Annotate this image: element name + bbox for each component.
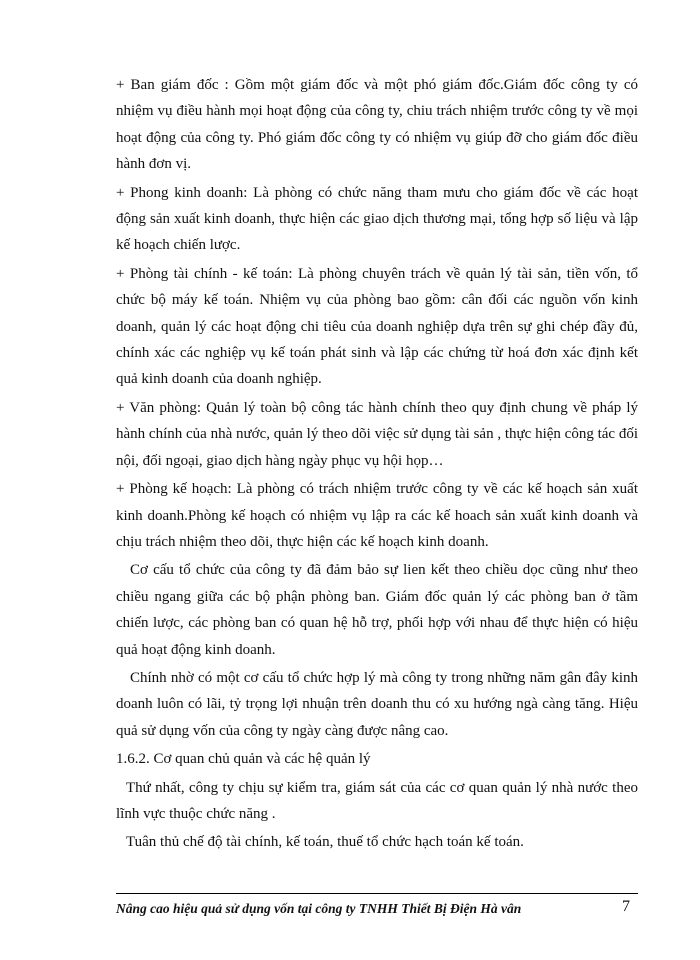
footer-title: Nâng cao hiệu quả sử dụng vốn tại công ty TNHH Thiết Bị Điện Hà vân [116,901,522,916]
paragraph-finance-accounting: + Phòng tài chính - kế toán: Là phòng chuyên trách về quản lý tài sản, tiền vốn, tổ chức bộ máy kế toán. Nhiệm vụ của phòng bao gồm: cân đối các nguồn vốn kinh doanh, quản lý các hoạt động chi tiêu của doanh nghiệp dựa trên sự ghi chép đầy đủ, chính xác các nghiệp vụ kế toán phát sinh và lập các chứng từ hoá đơn xác định kết quả kinh doanh của doanh nghiệp. [116,265,638,388]
page-footer [116,893,638,928]
document-body [116,72,638,858]
paragraph-planning-department: + Phòng kế hoạch: Là phòng có trách nhiệm trước công ty về các kế hoạch sản xuất kinh doanh.Phòng kế hoạch có nhiệm vụ lập ra các kế hoach sản xuất kinh doanh và chịu trách nhiệm theo dõi, thực hiện các kế hoạch kinh doanh. [116,481,638,550]
paragraph-org-structure: Cơ cấu tổ chức của công ty đã đảm bảo sự lien kết theo chiều dọc cũng như theo chiều ngang giữa các bộ phận phòng ban. Giám đốc quản lý các phòng ban ở tầm chiến lược, các phòng ban có quan hệ hỗ trợ, phối hợp với nhau để thực hiện có hiệu quả hoạt động kinh doanh. [116,562,638,658]
paragraph-business-department: + Phong kinh doanh: Là phòng có chức năng tham mưu cho giám đốc về các hoạt động sản xuất kinh doanh, thực hiện các giao dịch thương mại, tổng hợp số liệu và lập kế hoạch chiến lược. [116,184,638,254]
paragraph-board-of-directors: + Ban giám đốc : Gồm một giám đốc và một phó giám đốc.Giám đốc công ty có nhiệm vụ điều hành mọi hoạt động của công ty, chiu trách nhiệm trước công ty về mọi hoạt động của công ty. Phó giám đốc công ty có nhiệm vụ giúp đỡ cho giám đốc điều hành đơn vị. [116,77,638,173]
paragraph-supervision: Thứ nhất, công ty chịu sự kiểm tra, giám sát của các cơ quan quản lý nhà nước theo lĩnh vực thuộc chức năng . [116,779,638,822]
paragraph-compliance: Tuân thủ chế độ tài chính, kế toán, thuế tổ chức hạch toán kế toán. [126,834,524,851]
page-number: 7 [622,898,630,915]
section-heading: 1.6.2. Cơ quan chủ quản và các hệ quản lý [116,751,371,768]
paragraph-profitability: Chính nhờ có một cơ cấu tổ chức hợp lý mà công ty trong những năm gân đây kinh doanh luôn có lãi, tỷ trọng lợi nhuận trên doanh thu có xu hướng ngà càng tăng. Hiệu quả sử dụng vốn của công ty ngày càng được nâng cao. [116,669,638,739]
paragraph-office: + Văn phòng: Quản lý toàn bộ công tác hành chính theo quy định chung về pháp lý hành chính của nhà nước, quản lý theo dõi việc sử dụng tài sản , thực hiện công tác đối nội, đối ngoại, giao dịch hàng ngày phục vụ hội họp… [116,399,638,469]
